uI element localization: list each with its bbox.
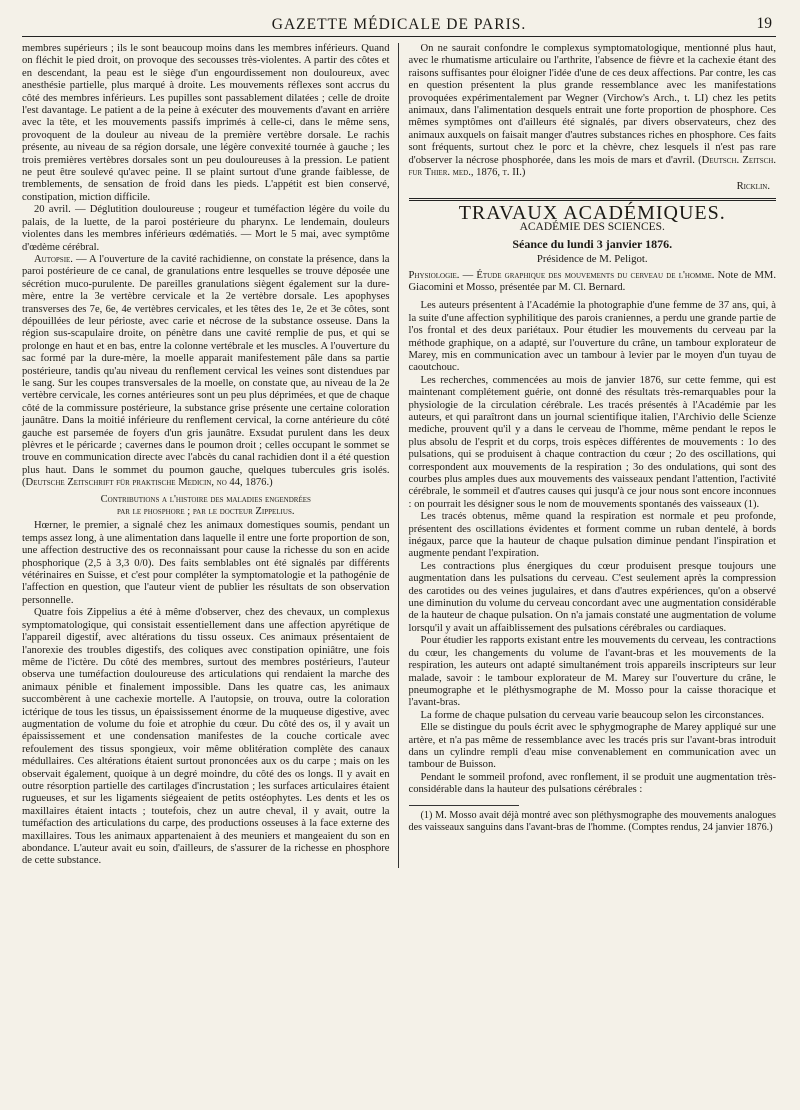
footnote-divider <box>409 805 519 806</box>
right-paragraph-1 <box>409 43 777 179</box>
physiology-header <box>409 270 777 295</box>
physiology-note: Note de MM. Giacomini et Mosso, présentée par M. Cl. Bernard. <box>408 269 776 293</box>
right-paragraph-9: Pendant le sommeil profond, avec ronflement, il se produit une augmentation très-considérable dans la hauteur des pulsations cérébrales : <box>408 771 776 796</box>
right-paragraph-1-source: (Deutsch. Zeitsch. fur Thier. med., 1876, t. II.) <box>408 154 776 179</box>
article-title <box>22 494 390 519</box>
presidency-line: Présidence de M. Peligot. <box>536 253 648 266</box>
section-heading: TRAVAUX ACADÉMIQUES. <box>458 201 726 224</box>
page-number: 19 <box>756 15 772 32</box>
autopsy-label: Autopsie. <box>34 253 73 265</box>
autopsy-source: (Deutsche Zeitschrift für praktische Medicin, no 44, 1876.) <box>22 477 273 489</box>
footnote: (1) M. Mosso avait déjà montré avec son pléthysmographe des mouvements analogues des vaisseaux sanguins dans l'avant-bras de l'homme. (Comptes rendus, 24 janvier 1876.) <box>408 809 776 833</box>
author-signature: Ricklin. <box>736 181 770 193</box>
left-paragraph-5: Quatre fois Zippelius a été à même d'observer, chez des chevaux, un complexus symptomatologique, qui consistait essentiellement dans une affection apyrétique de l'appareil digestif, avec altérations du tissu osseux. Ces animaux présentaient de l'anorexie des troubles digestifs, des coliques avec constipation opiniâtre, une fois même de l'ictère. Du côté des membres, surtout des membres postérieurs, l'auteur observa une tuméfaction douloureuse des articulations qui rendaient la marche des animaux pénible et finalement impossible. Dans les quatre cas, les animaux succombèrent à une cachexie mortelle. A l'autopsie, on trouva, outre la coloration ictérique de tous les tissus, un épaississement énorme de la muqueuse digestive, avec augmentation de volume du foie et atrophie du cœur. Du côté des os, il y avait un épaississement et une condensation manifestes de la couche corticale avec refoulement des tissus spongieux, voir même oblitération complète des canaux médullaires. Ces altérations étaient surtout prononcées aux os du carpe ; mais on les observait également, quoique à un degré moindre, du côté des os longs. Il y avait en outre résorption partielle des cartilages d'incrustation ; les surfaces articulaires étaient rugueuses, et sur les ligaments siégeaient de petits ostéophytes. Les dents et les os maxillaires étaient intacts ; toutefois, chez un autre cheval, il y avait, outre la tuméfaction des articulations du carpe, des productions osseuses à la face externe des maxillaires. Tous les animaux appartenaient à des meuniers et mangeaient du son en abondance. L'auteur avait eu soin, d'ailleurs, de s'assurer de la richesse en phosphore de cette substance. <box>22 607 390 867</box>
left-paragraph-1: membres supérieurs ; ils le sont beaucoup moins dans les membres inférieurs. Quand on fléchit le pied droit, on provoque des secousses très-violentes. A partir des côtes et en descendant, la peau est le siège d'un engourdissement non douloureux, avec anesthésie partielle, plus marqué à droite. Les mouvements réflexes sont accrus du côté des membres inférieurs. Les pupilles sont passablement dilatées ; celle de droite l'est davantage. Le patient a de la peine à exécuter des mouvements d'avant en arrière avec la tête, et les mouvements passifs imprimés à celle-ci, dans le même sens, provoquent de la douleur au niveau de la première vertèbre dorsale. Le rachis présente, au niveau de sa région dorsale, une légère convexité tournée à gauche ; les trois premières vertèbres dorsales sont un peu douloureuses à la pression. Le patient ne peut être soulevé qu'avec peine. Il se plaint surtout d'une grande faiblesse, de tremblements, de sensation de froid dans les pieds. L'appétit est bien conservé, constipation, miction difficile. <box>22 43 390 203</box>
academy-heading: ACADÉMIE DES SCIENCES. <box>519 221 665 234</box>
left-column <box>22 43 398 868</box>
autopsy-text: — A l'ouverture de la cavité rachidienne, on constate la présence, dans la paroi postérieure de ce canal, de granulations entre lesquelles se trouve déposée une sécrétion muco-purulente. De pareilles granulations siègent également sur la dure-mère, entre la 3e vertèbre cervicale et la 2e vertèbre dorsale. Les apophyses transverses des 7e, 6e, 4e vertèbres cervicales, et les têtes des 1e, 2e et 3e côtes, sont dépouillées de leur périoste, avec carie et nécrose de la substance osseuse. Dans la région sus-scapulaire droite, on pénètre dans une cavité remplie de pus, et qui se prolonge en haut et en bas, entre la colonne vertébrale et les muscles. A l'ouverture du sac formé par la dure-mère, la moelle apparait manifestement pâle dans sa partie postérieure, tandis qu'au niveau du renflement cervical les veines sont distendues par le sang. Sur les coupes transversales de la moelle, on constate que, au niveau de la 2e vertèbre cervicale, les cornes antérieures sont un peu plus déprimées, et que de chaque côté de la commissure postérieure, la substance grise présente une certaine coloration jaunâtre. Dans la moitié inférieure du renflement cervical, la corne antérieure du côté gauche est parsemée de foyers d'un gris jaunâtre. Exsudat purulent dans les deux plèvres et le péricarde ; cavernes dans le poumon droit ; celles occupant le sommet se trouve en communication directe avec l'abcès du canal rachidien dont il a été question plus haut. Dans le sommet du poumon gauche, quelques tubercules gris isolés. <box>22 253 390 476</box>
right-paragraph-1-text: On ne saurait confondre le complexus symptomatologique, mentionné plus haut, avec le rhumatisme articulaire ou l'arthrite, l'absence de fièvre et la cachexie étant des raisons suffisantes pour éloigner l'idée d'une de ces deux affections. Par contre, les cas en question présentent la plus grande ressemblance avec les manifestations provoquées expérimentalement par Wegner (Virchow's Arch., t. LI) chez les petits animaux, dans l'alimentation desquels entrait une forte proportion de phosphore. Ces mêmes symptômes ont d'ailleurs été signalés, par divers observateurs, chez des animaux auxquels on faisait manger d'autres substances riches en phosphore. Ces faits sont fréquents, surtout chez le porc et la chèvre, chez lesquels il n'est pas rare d'observer la nécrose phosphorée, dans les mois de mars et d'avril. <box>408 43 776 166</box>
right-paragraph-8: Elle se distingue du pouls écrit avec le sphygmographe de Marey appliqué sur une artère, et n'a pas même de ressemblance avec les tracés pris sur l'avant-bras introduit dans un cylindre rempli d'eau mise convenablement en communication avec un tambour de Buisson. <box>408 722 776 771</box>
section-divider <box>409 198 777 201</box>
right-paragraph-6: Pour étudier les rapports existant entre les mouvements du cerveau, les contractions du cœur, les changements du volume de l'avant-bras et les mouvements de la respiration, les auteurs ont adapté simultanément trois appareils inscripteurs sur leur malade, savoir : le tambour explorateur de M. Marey sur l'ouverture du crâne, le pneumographe et le pléthysmographe de M. Mosso pour la caisse thoracique et l'avant-bras. <box>408 635 776 709</box>
right-paragraph-7: La forme de chaque pulsation du cerveau varie beaucoup selon les circonstances. <box>420 709 765 721</box>
columns <box>22 43 776 868</box>
session-heading: Séance du lundi 3 janvier 1876. <box>512 236 673 251</box>
autopsy-paragraph <box>22 254 390 490</box>
article-title-line-1: Contributions a l'histoire des maladies engendrées <box>100 493 311 505</box>
right-paragraph-4: Les tracés obtenus, même quand la respiration est normale et peu profonde, présentent des oscillations évidentes et forment comme un ruban dentelé, à bords inégaux, parce que la hauteur de chaque pulsation diminue pendant l'inspiration et augmente pendant l'expiration. <box>408 511 776 560</box>
right-column <box>398 43 777 868</box>
left-paragraph-4: Hœrner, le premier, a signalé chez les animaux domestiques soumis, pendant un temps assez long, à une alimentation dans laquelle il entre une forte proportion de son, une affection destructive des os reconnaissant pour cause la richesse du son en acide phosphorique (2,5 à 3,3 0/0). Des faits semblables ont été signalés par différents vétérinaires en Suisse, et c'est pour compléter la symptomatologie et la pathogénie de l'affection en question, que l'auteur vient de publier les résultats de son observation personnelle. <box>22 520 390 606</box>
left-paragraph-2: 20 avril. — Déglutition douloureuse ; rougeur et tuméfaction légère du voile du palais, de la luette, de la paroi postérieure du pharynx. Le lendemain, douleurs violentes dans les membres inférieurs œdématiés. — Mort le 5 mai, avec symptôme d'œdème cérébral. <box>22 204 390 253</box>
physiology-label: Physiologie. <box>408 269 460 281</box>
right-paragraph-3: Les recherches, commencées au mois de janvier 1876, sur cette femme, qui est maintenant complétement guérie, ont donné des résultats très-remarquables pour la physiologie de la circulation cérébrale. Les tracés présentés à l'Académie par les auteurs, et qui paraîtront dans un journal scientifique italien, l'Archivio delle Scienze mediche, prouvent qu'il y a dans le cerveau de l'homme, même pendant le repos le plus absolu de l'esprit et du corps, trois espèces différentes de mouvements : 1o des pulsations, qui se produisent à chaque contraction du cœur ; 2o des oscillations, qui correspondent aux mouvements de la respiration ; 3o des ondulations, qui sont des courbes plus amples dues aux mouvements des vaisseaux pendant l'attention, l'activité cérébrale, le sommeil et d'autres causes qui jusqu'à ce jour nous sont encore inconnues : on pourrait les désigner sous le nom de mouvements spontanés des vaisseaux (1). <box>408 374 776 510</box>
right-paragraph-2: Les auteurs présentent à l'Académie la photographie d'une femme de 37 ans, qui, à la suite d'une affection syphilitique des parois craniennes, a perdu une grande partie de l'os frontal et des deux pariétaux. Pour étudier les mouvements du cerveau par la méthode graphique, on a adapté, sur l'ouverture du crâne, un tambour explorateur de Marey, mis en communication avec un tambour à levier par le moyen d'un tuyau de caoutchouc. <box>408 300 776 374</box>
running-title: GAZETTE MÉDICALE DE PARIS. <box>271 16 527 33</box>
physiology-title: — Étude graphique des mouvements du cerveau de l'homme. <box>459 269 715 281</box>
right-paragraph-5: Les contractions plus énergiques du cœur produisent presque toujours une augmentation dans les pulsations du cerveau. C'est seulement après la compression des carotides ou des veines jugulaires, et dans d'autres expériences, qu'on a observé une diminution du volume du cerveau concordant avec une augmentation considérable de la hauteur de chaque pulsation. On n'a jamais constaté une augmentation de volume lorsqu'il y avait un affaiblissement des pulsations cérébrales ou cardiaques. <box>408 560 776 634</box>
article-title-line-2: par le phosphore ; par le docteur Zippelius. <box>116 506 295 518</box>
page-header <box>22 10 776 37</box>
